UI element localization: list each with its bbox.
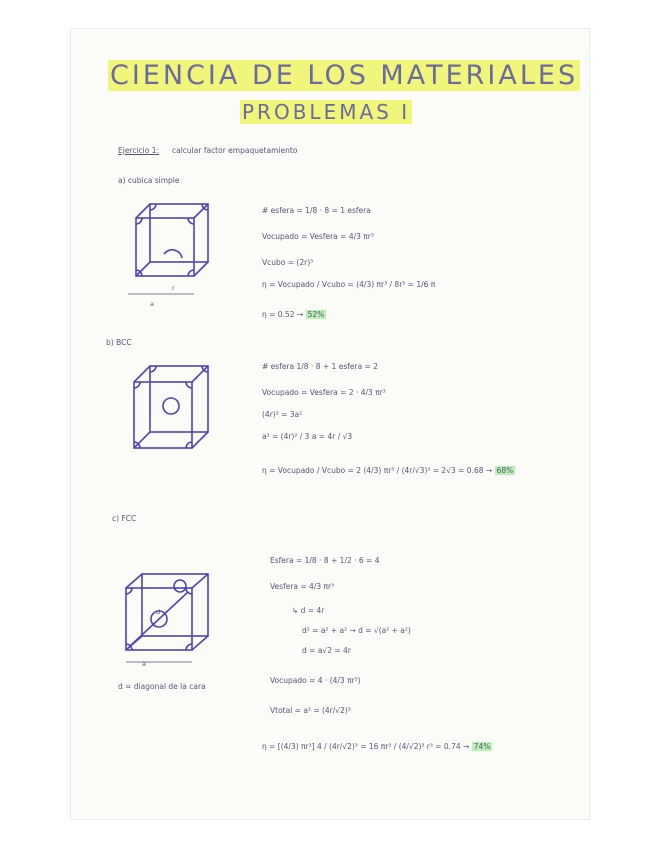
result-badge-c: 74% <box>473 742 491 751</box>
section-a-eq3: Vcubo = (2r)³ <box>262 258 314 267</box>
section-a-eq5: η = 0.52 → 52% <box>262 310 325 319</box>
result-badge-a: 52% <box>307 310 325 319</box>
section-b-eq5: η = Vocupado / Vcubo = 2 (4/3) πr³ / (4r/√3)³ = 2√3 = 0.68 → 68% <box>262 466 514 475</box>
section-c-eq4: d² = a² + a² → d = √(a² + a²) <box>302 626 411 635</box>
page-subtitle: PROBLEMAS I <box>242 100 411 124</box>
section-c-eq2: Vesfera = 4/3 πr³ <box>270 582 335 591</box>
section-c-eq3: ↳ d = 4r <box>292 606 325 615</box>
section-c-heading: c) FCC <box>112 514 137 523</box>
dim-a-label: a <box>150 300 154 308</box>
section-a-eq4: η = Vocupado / Vcubo = (4/3) πr³ / 8r³ = 1/6 π <box>262 280 436 289</box>
section-b-heading: b) BCC <box>106 338 132 347</box>
page-title: CIENCIA DE LOS MATERIALES <box>110 60 579 91</box>
section-c-eq1: Esfera = 1/8 · 8 + 1/2 · 6 = 4 <box>270 556 380 565</box>
section-c-eq6: Vocupado = 4 · (4/3 πr³) <box>270 676 361 685</box>
section-b-eq3: (4r)² = 3a² <box>262 410 303 419</box>
section-c-eq8: η = [(4/3) πr³] 4 / (4r/√2)³ = 16 πr³ / (4/√2)³ r³ = 0.74 → 74% <box>262 742 491 751</box>
section-a-eq1: # esfera = 1/8 · 8 = 1 esfera <box>262 206 371 215</box>
section-c-eq5: d = a√2 = 4r <box>302 646 351 655</box>
simple-cubic-diagram <box>126 196 216 306</box>
section-b-eq4: a² = (4r)² / 3 a = 4r / √3 <box>262 432 353 441</box>
bcc-diagram <box>124 360 216 456</box>
dim-r-label: r <box>172 284 175 292</box>
section-b-eq1: # esfera 1/8 · 8 + 1 esfera = 2 <box>262 362 378 371</box>
fcc-diagram <box>118 570 218 666</box>
section-a-heading: a) cubica simple <box>118 176 180 185</box>
section-a-eq2: Vocupado = Vesfera = 4/3 πr³ <box>262 232 374 241</box>
diagonal-note: d = diagonal de la cara <box>118 682 206 691</box>
exercise-text: calcular factor empaquetamiento <box>172 146 298 155</box>
section-b-eq2: Vocupado = Vesfera = 2 · 4/3 πr³ <box>262 388 386 397</box>
result-badge-b: 68% <box>496 466 514 475</box>
exercise-label: Ejercicio 1: <box>118 146 160 155</box>
dim-a-label-c: a <box>142 660 146 668</box>
diagonal-label: d <box>156 608 161 616</box>
section-c-eq7: Vtotal = a³ = (4r/√2)³ <box>270 706 351 715</box>
